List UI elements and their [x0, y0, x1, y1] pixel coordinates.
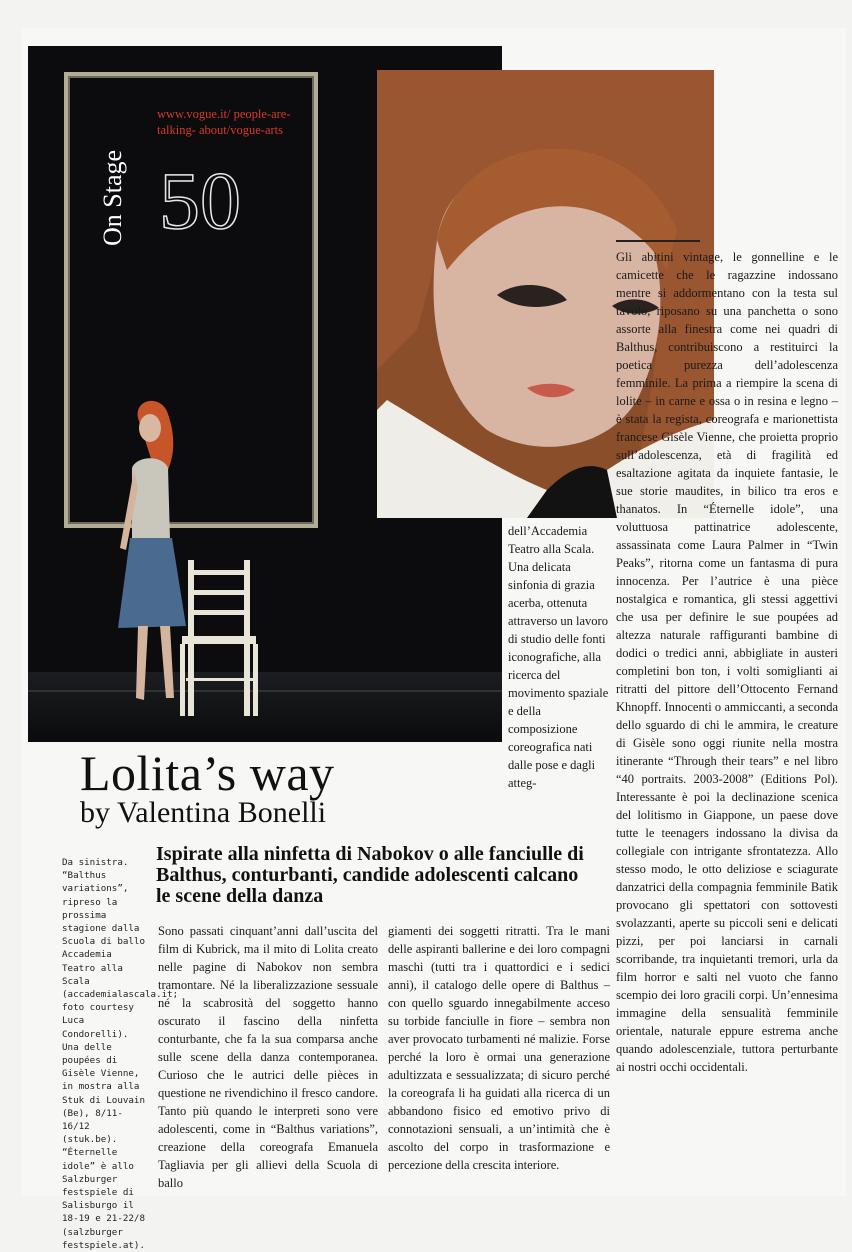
article-deck: Ispirate alla ninfetta di Nabokov o alle fanciulle di Balthus, conturbanti, candide adolescenti calcano le scene della danza: [156, 843, 584, 907]
column-rule: [616, 240, 700, 242]
photo-caption: Da sinistra. “Balthus variations”, ripreso la prossima stagione dalla Scuola di ballo Accademia Teatro alla Scala (accademialascala.it; foto courtesy Luca Condorelli). Una delle poupées di Gisèle Vienne, in mostra alla Stuk di Louvain (Be), 8/11-16/12 (stuk.be). “Éternelle idole” è allo Salzburger festspiele di Salisburgo il 18-19 e 21-22/8 (salzburger festspiele.at).: [62, 857, 179, 1251]
body-column-2: giamenti dei soggetti ritratti. Tra le mani delle aspiranti ballerine e dei loro compagni maschi (tutti tra i quattordici e i sedici anni), il catalogo delle opere di Balthus – con quello sguardo innegabilmente acceso su torbide fanciulle in fiore – sembra non aver provocato turbamenti né malizie. Forse perché la loro è ormai una generazione adultizzata e sessualizzata; di sicuro perché la coreografa li ha guidati alla ricerca di un abbandono fisico ed emotivo privo di connotazioni sensuali, a un’intimità che è ascolto del corpo in trasformazione e percezione della crescita interiore.: [388, 924, 610, 1172]
on-stage-label: On Stage: [98, 149, 127, 246]
article-title: Lolita’s way: [80, 745, 335, 801]
vogue-url: www.vogue.it/ people-are-talking- about/vogue-arts: [157, 107, 291, 137]
chair-icon: [178, 560, 260, 716]
body-column-1: Sono passati cinquant’anni dall’uscita del film di Kubrick, ma il mito di Lolita creato nelle pagine di Nabokov non sembra tramontare. Né la liberalizzazione sessuale né la scabrosità del soggetto hanno oscurato il fascino della ninfetta conturbante, che fa la sua comparsa anche sulle scene della danza contemporanea. Curioso che le autrici delle pièces in questione ne rivendichino il fresco candore. Tanto più quando le interpreti sono vere adolescenti, come in “Balthus variations”, creazione della coreografa Emanuela Tagliavia per gli allievi della Scuola di ballo: [158, 924, 378, 1190]
article-byline: by Valentina Bonelli: [80, 796, 327, 829]
column-right-text: Gli abitini vintage, le gonnelline e le camicette che le ragazzine indossano mentre si addormentano con la testa sul tavolo, riposano su una panchetta o sono assorte alla finestra come nei quadri di Balthus, contribuiscono a restituirci la poetica purezza dell’adolescenza femminile. La prima a riempire la scena di lolite – in carne e ossa o in resina e legno – è stata la regista, coreografa e marionettista francese Gisèle Vienne, che proietta proprio sull’adolescenza, età di fragilità ed esaltazione agitata da inquiete fantasie, le sue storie maudites, in bilico tra eros e thanatos. In “Éternelle idole”, una voluttuosa pattinatrice adolescente, assassinata come Laura Palmer in “Twin Peaks”, ritorna come un fantasma di pura innocenza. Per l’autrice è una pièce nostalgica e romantica, gli stessi aggettivi che usa per definire le sue poupées ad altezza naturale raffiguranti bambine di dodici o tredici anni, abbigliate in austeri completini bon ton, i volti somiglianti ai ritratti del pittore dell’Ottocento Fernand Khnopff. Innocenti o ammiccanti, a seconda dello sguardo di chi le ammira, le creature di Gisèle sono oggi riunite nella mostra itinerante “Through their tears” e nel libro “40 portraits. 2003-2008” (Editions Pol). Interessante è poi la declinazione scenica del lolitismo in Giappone, un paese dove tutte le teenagers indossano la divisa da collegiale con intrigante sfrontatezza. Allo stesso modo, le otto deliziose e sciagurate danzatrici della compagnia femminile Batik provocano gli spettatori con sottovesti svolazzanti, aperte su piccoli seni e delicati pizzi, per poi lanciarsi in carnali scorribande, tra inquietanti tremori, urla da film horror e salti nel vuoto che fanno scempio dei loro gracili corpi. Un’ennesima immagine della sensualità femminile orientale, naturale eppure estrema anche quando adolescenziale, tuttora perturbante ai nostri occhi occidentali.: [616, 250, 838, 1074]
column-right: [616, 248, 838, 1076]
fifty-logo-icon: [155, 154, 245, 240]
stage-floor: [28, 672, 502, 742]
column-accademia: dell’Accademia Teatro alla Scala. Una delicata sinfonia di grazia acerba, ottenuta attraverso un lavoro di studio delle fonti iconografiche, alla ricerca del movimento spaziale e della composizione coreografica nati dalle pose e dagli atteg-: [508, 524, 609, 790]
on-stage-label-wrap: [98, 84, 127, 249]
fifty-logo-text: 50: [159, 155, 241, 240]
